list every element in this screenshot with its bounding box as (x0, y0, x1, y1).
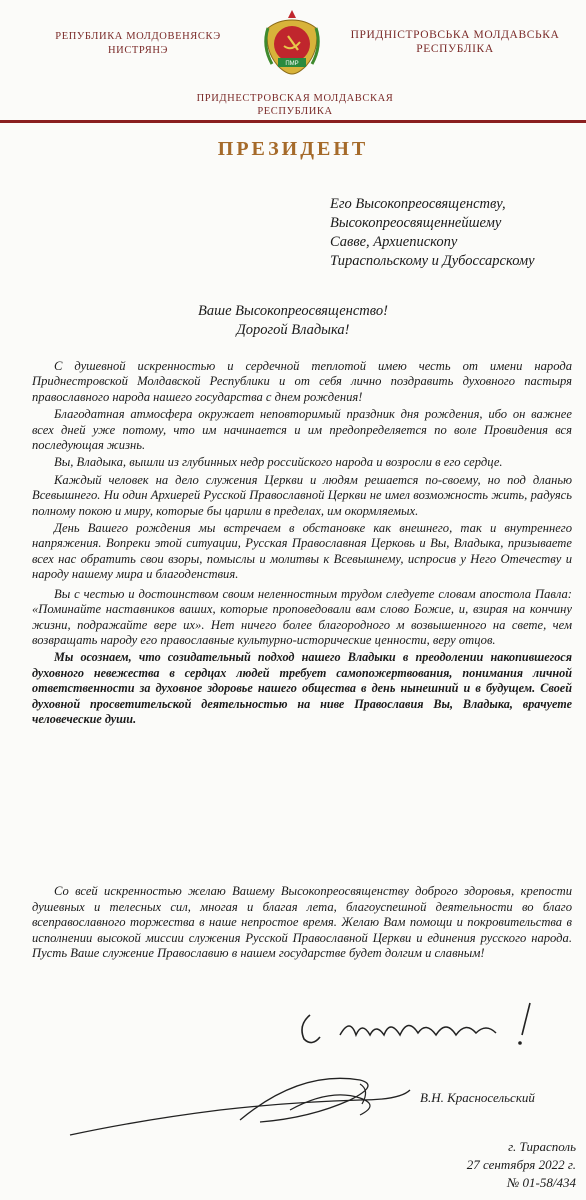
closing-paragraph: Со всей искренностью желаю Вашему Высокопреосвященству доброго здоровья, крепости душевных и телесных сил, многая и благая лета, благоуспешной деятельности во благо всеправославного торжества в наше непростое время. Желаю Вам помощи и покровительства в исполнении высокой миссии служения Русской Православной Церкви и единения русского народа. Пусть Ваше служение Православию в нашем государстве будет долгим и славным! (32, 884, 572, 961)
addressee-line: Тираспольскому и Дубоссарскому (330, 253, 535, 269)
addressee-block (330, 195, 580, 271)
paragraph: Вы, Владыка, вышли из глубинных недр российского народа и возросли в его сердце. (54, 455, 503, 470)
greeting-line: Дорогой Владыка! (236, 322, 350, 338)
letterhead-right: ПРИДНІСТРОВСЬКА МОЛДАВСЬКА РЕСПУБЛІКА (350, 29, 560, 55)
paragraph: Каждый человек на дело служения Церкви и людям решается по-своему, но под дланью Всевышнего. Ни один Архиерей Русской Православной Церкви не имел возможность жить, радуясь полному покою и миру, которые бы царили в пределах, им окормляемых. (32, 472, 572, 518)
paragraph: Мы осознаем, что созидательный подход нашего Владыки в преодолении накопившегося духовного невежества в сердцах людей требует самопожертвования, понимания личной ответственности за духовное здоровье нашего общества в день нынешний и в будущем. Своей духовной просветительской деятельностью на ниве Православия Вы, Владыка, врачуете человеческие души. (32, 650, 572, 726)
footer-number: № 01-58/434 (507, 1175, 576, 1190)
state-emblem-icon (258, 6, 326, 78)
paragraph: Благодатная атмосфера окружает неповторимый праздник дня рождения, ибо он важнее всех дней уже потому, что им начинается и им предопределяется по воле Провидения вся последующая жизнь. (32, 407, 572, 453)
paragraph: С душевной искренностью и сердечной теплотой имею честь от имени народа Приднестровской Молдавской Республики и от себя лично поздравить духовного пастыря православного народа нашего государства с днем рождения! (32, 359, 572, 404)
document-footer (380, 1138, 576, 1192)
letter-body (32, 359, 572, 729)
document-title: ПРЕЗИДЕНТ (217, 138, 369, 160)
paragraph: День Вашего рождения мы встречаем в обстановке как внешнего, так и внутреннего напряжения. Вопреки этой ситуации, Русская Православная Церковь и Вы, Владыка, призываете всех нас обратить свои взоры, помыслы и молитвы к Всевышнему, испросив у Него Отечеству и народу нашему мира и благоденствия. (32, 521, 572, 582)
paragraph: Вы с честью и достоинством своим неленностным трудом следуете словам апостола Павла: «Поминайте наставников ваших, которые проповедовали вам слово Божие, и, взирая на кончину жизни, подражайте вере их». Нет ничего более благородного м возвышенного на свете, чем возвращать народу его православные культурно-исторические ценности, веру отцов. (32, 586, 572, 647)
letterhead-center: ПРИДНЕСТРОВСКАЯ МОЛДАВСКАЯ РЕСПУБЛИКА (196, 93, 394, 117)
addressee-line: Высокопреосвященнейшему (330, 215, 502, 231)
footer-date: 27 сентября 2022 г. (466, 1157, 576, 1172)
letterhead-left: РЕПУБЛИКА МОЛДОВЕНЯСКЭ НИСТРЯНЭ (55, 31, 221, 56)
addressee-line: Его Высокопреосвященству, (330, 196, 506, 212)
addressee-line: Савве, Архиепископу (330, 234, 458, 250)
handwritten-closing (290, 995, 560, 1055)
emblem-label: ПМР (285, 61, 299, 67)
footer-place: г. Тирасполь (508, 1139, 576, 1154)
signer-name: В.Н. Красносельский (420, 1090, 535, 1105)
signature-icon (60, 1060, 430, 1145)
greeting-line: Ваше Высокопреосвященство! (198, 303, 388, 319)
letterhead-divider (0, 120, 586, 123)
greeting (0, 302, 586, 340)
